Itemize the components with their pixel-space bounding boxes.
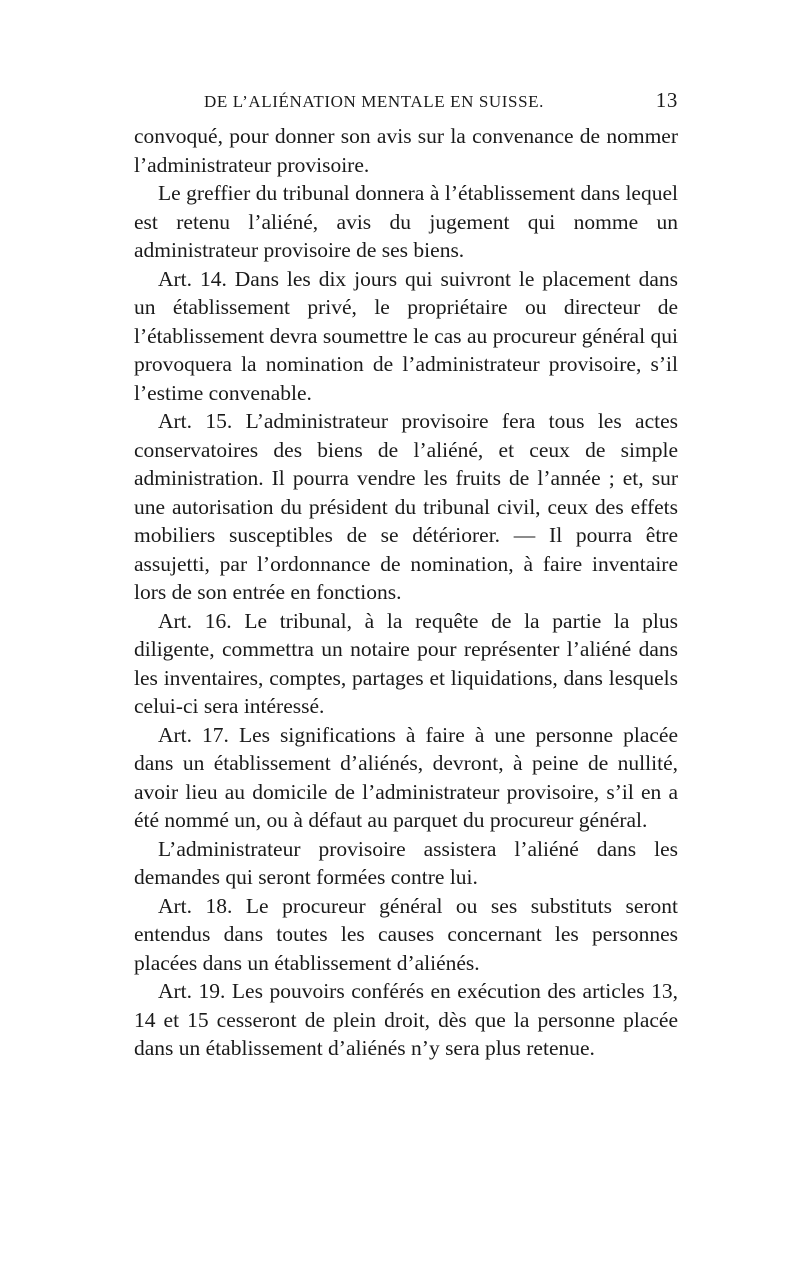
paragraph-article-18: Art. 18. Le procureur général ou ses substituts seront entendus dans toutes les causes concernant les personnes placées dans un établissement d’aliénés. bbox=[134, 893, 678, 975]
paragraph-article-16: Art. 16. Le tribunal, à la requête de la partie la plus diligente, commettra un notaire pour représenter l’aliéné dans les inventaires, comptes, partages et liquidations, dans lesquels celui-ci sera intéressé. bbox=[134, 608, 678, 718]
body-text bbox=[134, 122, 678, 1063]
page-header bbox=[134, 88, 678, 122]
paragraph-article-17: Art. 17. Les significations à faire à une personne placée dans un établissement d’aliénés, devront, à peine de nullité, avoir lieu au domicile de l’administrateur provisoire, s’il en a été nommé un, ou à défaut au parquet du procureur général. bbox=[134, 722, 678, 832]
paragraph-continuation: convoqué, pour donner son avis sur la convenance de nommer l’administrateur provisoire. bbox=[134, 124, 678, 177]
book-page bbox=[134, 88, 678, 1063]
running-title: DE L’ALIÉNATION MENTALE EN SUISSE. bbox=[204, 92, 544, 111]
paragraph-greffier: Le greffier du tribunal donnera à l’établissement dans lequel est retenu l’aliéné, avis du jugement qui nomme un administrateur provisoire de ses biens. bbox=[134, 181, 678, 262]
paragraph-article-15: Art. 15. L’administrateur provisoire fera tous les actes conservatoires des biens de l’aliéné, et ceux de simple administration. Il pourra vendre les fruits de l’année ; et, sur une autorisation du président du tribunal civil, ceux des effets mobiliers susceptibles de se détériorer. — Il pourra être assujetti, par l’ordonnance de nomination, à faire inventaire lors de son entrée en fonctions. bbox=[134, 409, 678, 604]
paragraph-assistance: L’administrateur provisoire assistera l’aliéné dans les demandes qui seront formées contre lui. bbox=[134, 836, 678, 889]
paragraph-article-19: Art. 19. Les pouvoirs conférés en exécution des articles 13, 14 et 15 cesseront de plein droit, dès que la personne placée dans un établissement d’aliénés n’y sera plus retenue. bbox=[134, 979, 678, 1060]
page-number: 13 bbox=[655, 88, 678, 112]
paragraph-article-14: Art. 14. Dans les dix jours qui suivront le placement dans un établissement privé, le propriétaire ou directeur de l’établissement devra soumettre le cas au procureur général qui provoquera la nomination de l’administrateur provisoire, s’il l’estime convenable. bbox=[134, 266, 678, 405]
